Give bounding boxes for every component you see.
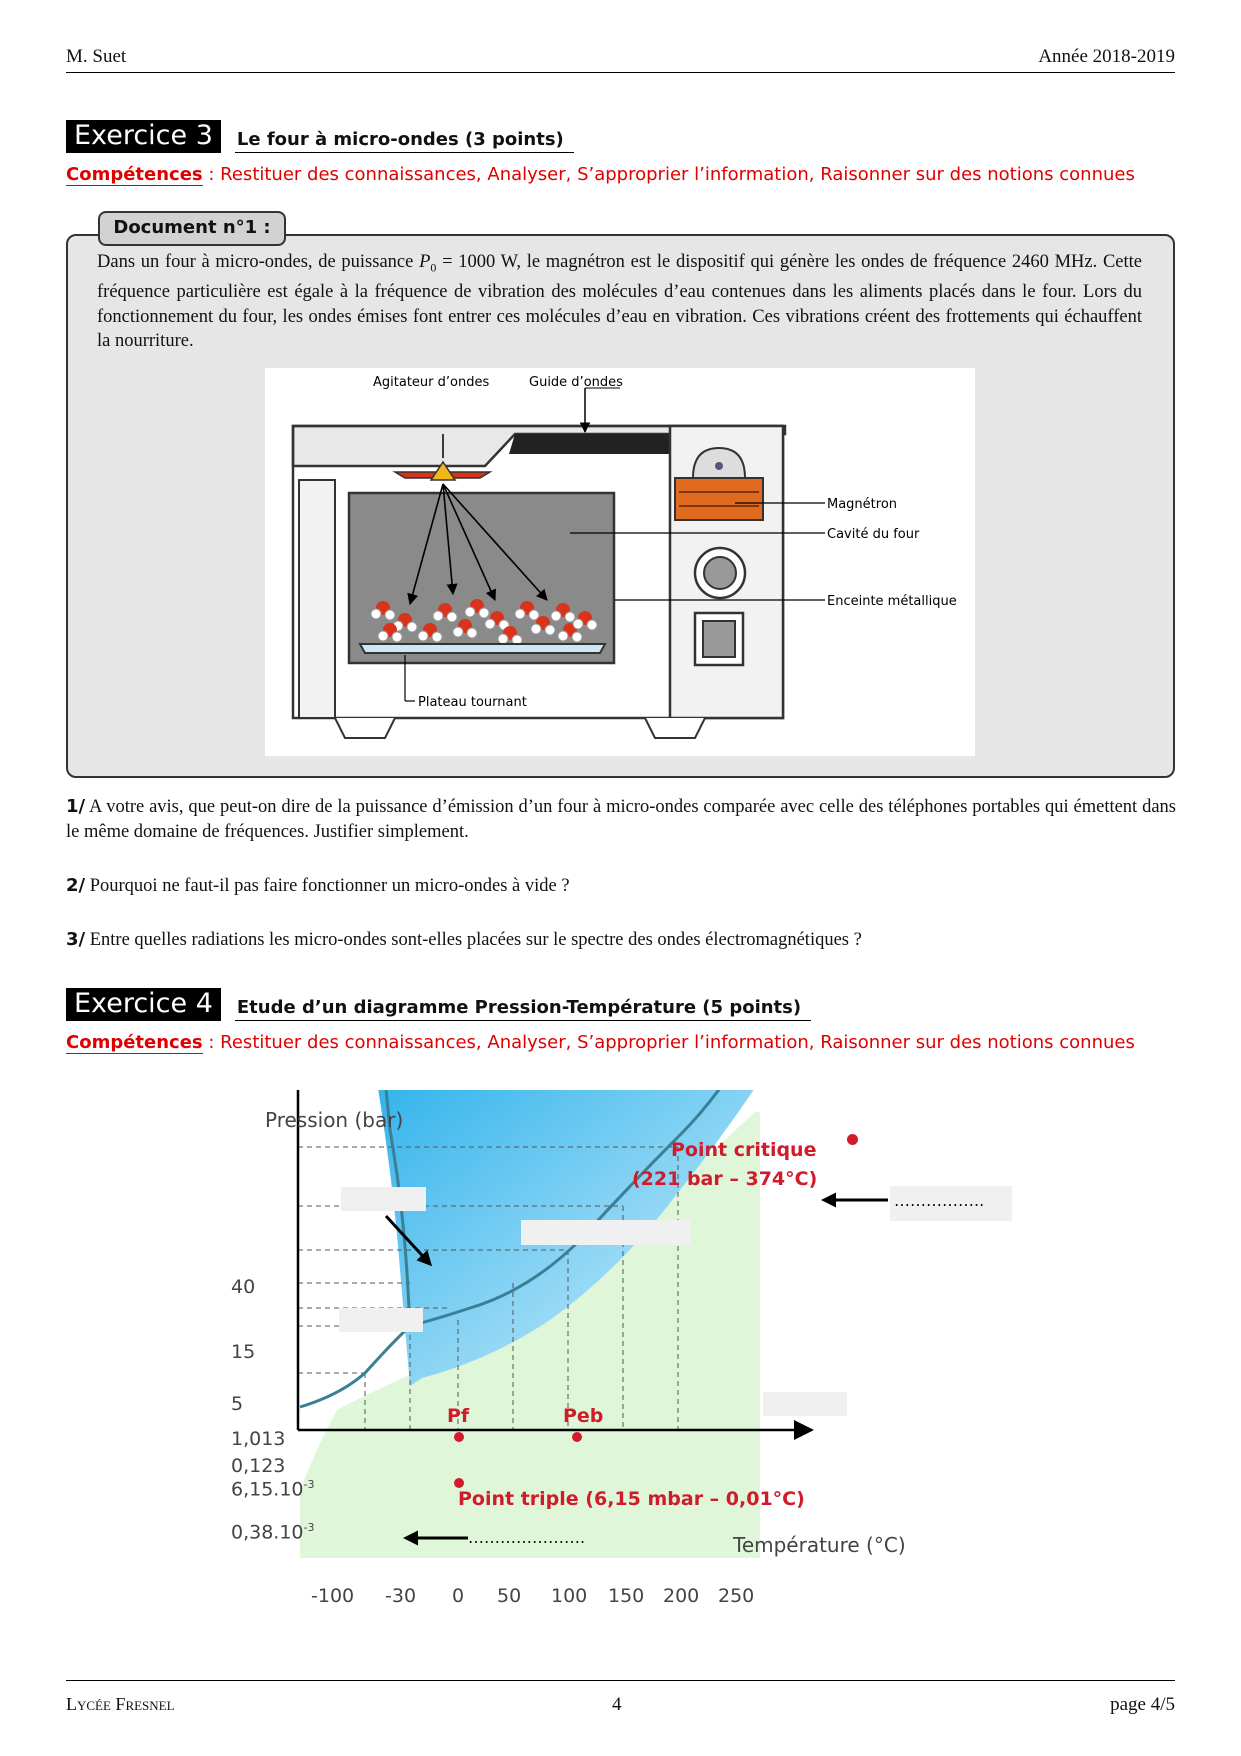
arrow-vaporization [818, 1186, 890, 1216]
critical-point-label: Point critique [671, 1139, 817, 1161]
question-number: 1/ [66, 796, 86, 817]
oven-foot [645, 718, 705, 738]
question-text: A votre avis, que peut-on dire de la puissance d’émission d’un four à micro-ondes comparée avec celle des téléphones portables qui émettent dans le même domaine de fréquences. Justifier simplement. [66, 797, 1176, 842]
footer-school: Lycée Fresnel [66, 1694, 175, 1714]
blank-sublimation-curve: …………………. [468, 1528, 586, 1547]
oven-foot [335, 718, 395, 738]
y-tick-base: 0,38.10 [231, 1521, 304, 1544]
competences-text: : Restituer des connaissances, Analyser, S’approprier l’information, Raisonner sur des notions connues [202, 1032, 1135, 1053]
x-tick: 100 [551, 1585, 588, 1607]
competences-label: Compétences [66, 164, 203, 185]
x-tick: -30 [385, 1585, 417, 1607]
question-text: Entre quelles radiations les micro-ondes sont-elles placées sur le spectre des ondes électromagnétiques ? [85, 930, 862, 950]
exercise4-badge: Exercice 4 [66, 988, 221, 1021]
blank-box [763, 1392, 847, 1416]
label-cavite: Cavité du four [827, 527, 920, 542]
exercise4-title: Etude d’un diagramme Pression-Température (5 points) [235, 997, 811, 1021]
label-plateau: Plateau tournant [418, 695, 527, 710]
arrow-line [386, 1216, 430, 1264]
exercise3-competences [66, 164, 1135, 185]
blank-box [339, 1308, 423, 1332]
critical-point-dot [847, 1134, 858, 1145]
magnetron-antenna [715, 462, 723, 470]
x-tick: 0 [452, 1585, 465, 1607]
exercise4-competences [66, 1032, 1135, 1053]
exercise4-heading [66, 988, 811, 1021]
triple-point-label: Point triple (6,15 mbar – 0,01°C) [458, 1488, 805, 1510]
y-axis-title: Pression (bar) [265, 1108, 404, 1132]
exercise3-badge: Exercice 3 [66, 120, 221, 153]
y-tick-base: 6,15.10 [231, 1478, 304, 1501]
competences-text: : Restituer des connaissances, Analyser, S’approprier l’information, Raisonner sur des notions connues [202, 164, 1135, 185]
microwave-figure [265, 368, 975, 756]
y-tick: 5 [231, 1393, 244, 1415]
blank-box [521, 1220, 691, 1245]
turntable-plate [360, 644, 605, 653]
y-tick: 1,013 [231, 1428, 286, 1450]
pf-dot [454, 1432, 464, 1442]
oven-button-inner [703, 621, 735, 657]
blank-critical-curve: …………….. [890, 1186, 1012, 1221]
footer-page-number: 4 [612, 1694, 622, 1715]
x-tick: 150 [608, 1585, 645, 1607]
y-tick [231, 1478, 315, 1500]
y-tick: 40 [231, 1276, 256, 1298]
power-symbol: P [419, 252, 431, 272]
blank-box [341, 1187, 426, 1211]
exercise3-heading [66, 120, 574, 153]
y-tick [231, 1521, 315, 1543]
document-text-start: Dans un four à micro-ondes, de puissance [97, 252, 420, 272]
y-tick-exponent: -3 [303, 1521, 315, 1534]
label-agitateur: Agitateur d’ondes [373, 375, 490, 390]
x-tick: 250 [718, 1585, 755, 1607]
question-2 [66, 873, 1176, 899]
competences-label: Compétences [66, 1032, 203, 1053]
y-tick-exponent: -3 [303, 1478, 315, 1491]
peb-dot [572, 1432, 582, 1442]
footer-rule [66, 1680, 1175, 1681]
triple-point-dot [454, 1478, 464, 1488]
footer-page-of: page 4/5 [1110, 1694, 1175, 1715]
critical-point-values: (221 bar – 374°C) [632, 1168, 818, 1190]
exercise3-title: Le four à micro-ondes (3 points) [235, 129, 574, 153]
question-number: 3/ [66, 929, 86, 950]
x-tick: 200 [663, 1585, 700, 1607]
label-guide: Guide d’ondes [529, 375, 623, 390]
magnetron-body [675, 478, 763, 520]
header-rule [66, 72, 1175, 73]
label-magnetron: Magnétron [827, 497, 898, 512]
x-tick: 50 [497, 1585, 522, 1607]
x-axis-title: Température (°C) [733, 1533, 906, 1557]
document-text [97, 250, 1142, 354]
pf-label: Pf [447, 1405, 470, 1427]
document-text-end: = 1000 W, le magnétron est le dispositif qui génère les ondes de fréquence 2460 MHz. Cette fréquence particulière est égale à la fréquence de vibration des molécules d’eau contenues dans les aliments placés dans le four. Lors du fonctionnement du four, les ondes émises font entrer ces molécules d’eau en vibration. Ces vibrations créent des frottements qui échauffent la nourriture. [97, 252, 1142, 352]
y-tick: 0,123 [231, 1455, 286, 1477]
question-number: 2/ [66, 875, 86, 896]
question-text: Pourquoi ne faut-il pas faire fonctionner un micro-ondes à vide ? [85, 876, 570, 896]
label-enceinte: Enceinte métallique [827, 594, 957, 609]
header-year: Année 2018-2019 [1038, 46, 1175, 67]
question-1 [66, 794, 1176, 845]
power-subscript: 0 [430, 260, 437, 275]
question-3 [66, 927, 1176, 953]
oven-door-edge [299, 480, 335, 718]
knob-inner [704, 557, 736, 589]
x-tick: -100 [311, 1585, 355, 1607]
peb-label: Peb [563, 1405, 604, 1427]
y-tick: 15 [231, 1341, 256, 1363]
document-tab: Document n°1 : [98, 211, 286, 246]
arrow-sublimation [400, 1526, 470, 1556]
arrow-fusion [380, 1210, 440, 1280]
header-author: M. Suet [66, 46, 127, 67]
